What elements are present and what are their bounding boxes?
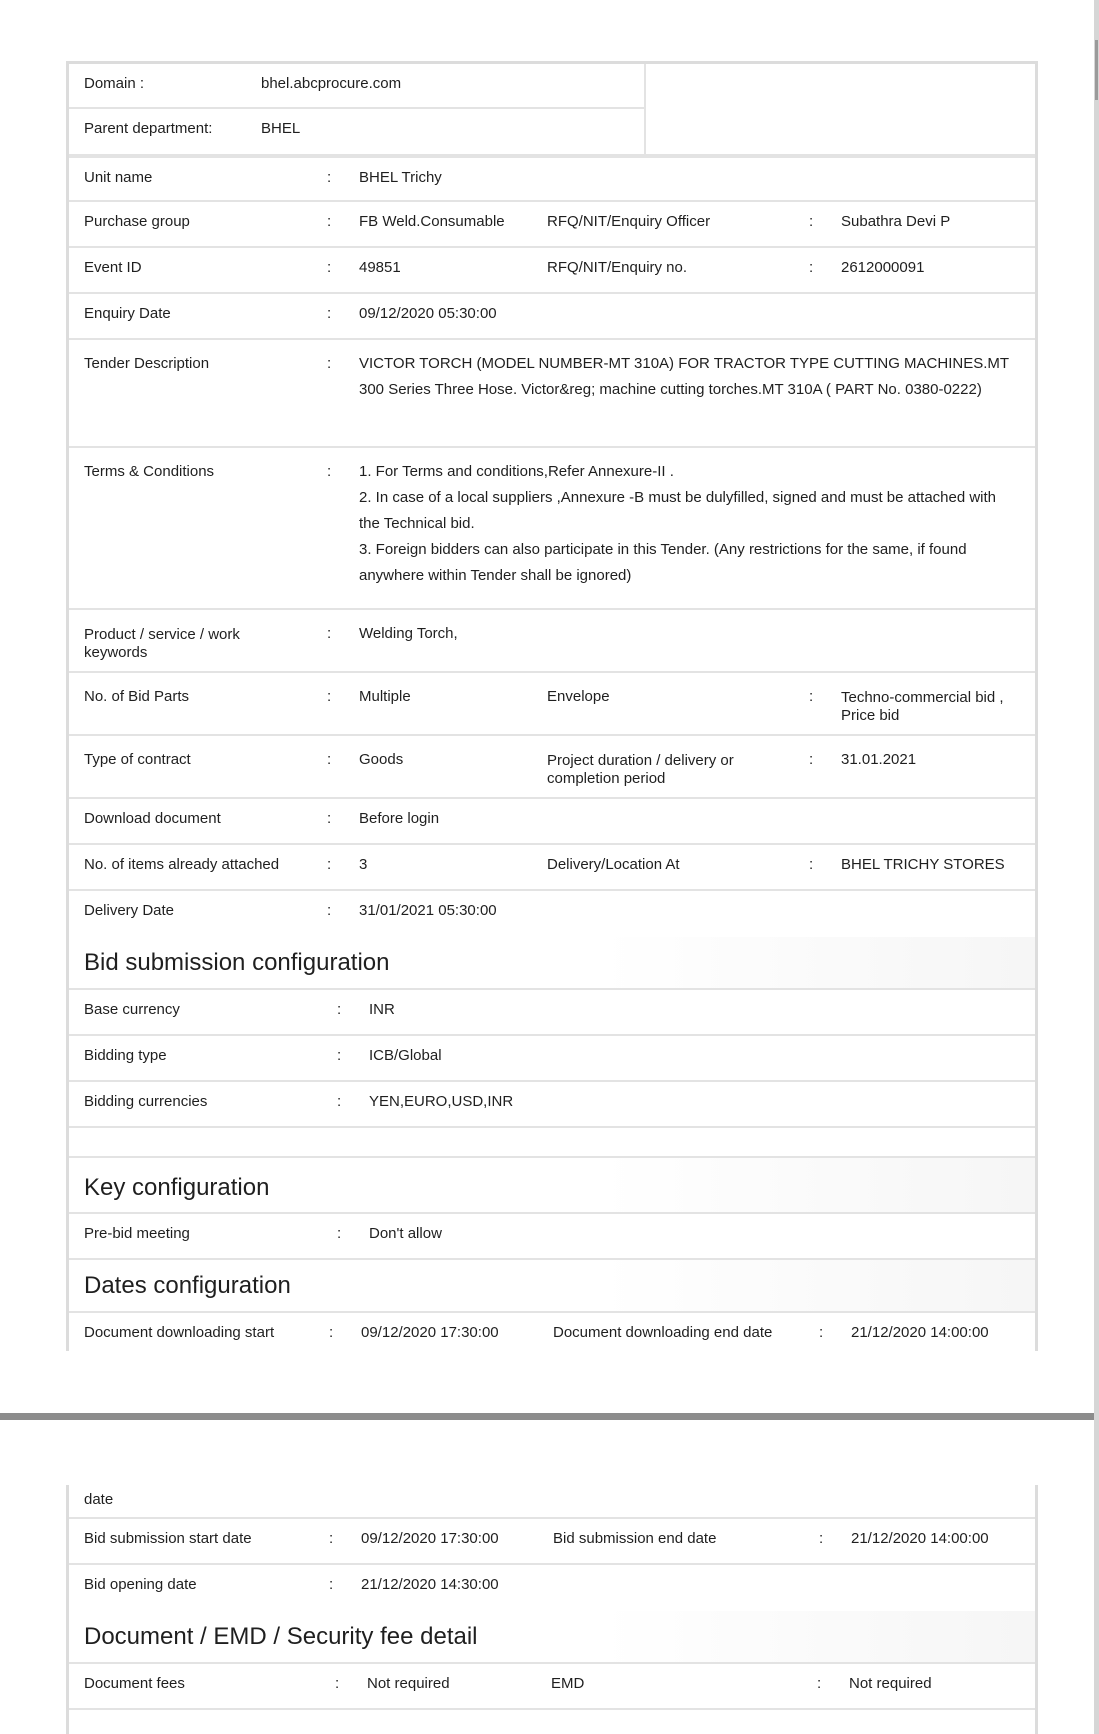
tender-details-sheet <box>66 61 1038 1351</box>
download-document-row <box>69 799 1035 845</box>
tender-details-sheet-continued <box>66 1485 1038 1734</box>
doc-download-end-value: 21/12/2020 14:00:00 <box>851 1324 989 1341</box>
bid-opening-label: Bid opening date <box>84 1576 197 1593</box>
colon: : <box>337 1001 342 1018</box>
colon: : <box>327 213 332 230</box>
colon: : <box>817 1675 822 1692</box>
event-id-label: Event ID <box>84 259 142 276</box>
bid-opening-row <box>69 1565 1035 1611</box>
key-configuration-heading: Key configuration <box>69 1158 1035 1214</box>
contract-type-row <box>69 736 1035 799</box>
delivery-date-value: 31/01/2021 05:30:00 <box>359 902 497 919</box>
contract-type-label: Type of contract <box>84 751 191 768</box>
envelope-value: Techno-commercial bid , Price bid <box>841 689 1004 724</box>
colon: : <box>329 1530 334 1547</box>
contract-type-value: Goods <box>359 751 404 768</box>
colon: : <box>327 688 332 705</box>
base-currency-row <box>69 990 1035 1036</box>
enquiry-officer-label: RFQ/NIT/Enquiry Officer <box>547 213 711 230</box>
project-duration-label: Project duration / delivery or completion period <box>547 752 734 787</box>
colon: : <box>327 259 332 276</box>
colon: : <box>809 856 814 873</box>
tender-description-row <box>69 340 1035 448</box>
bidding-type-value: ICB/Global <box>369 1047 442 1064</box>
download-document-label: Download document <box>84 810 221 827</box>
delivery-date-label: Delivery Date <box>84 902 175 919</box>
bidding-currencies-label: Bidding currencies <box>84 1093 208 1110</box>
doc-download-end-label: Document downloading end date <box>553 1324 773 1341</box>
spacer-row <box>69 1128 1035 1158</box>
colon: : <box>327 751 332 768</box>
terms-value <box>359 448 1035 589</box>
domain-label: Domain : <box>84 75 145 92</box>
emd-label: EMD <box>551 1675 585 1692</box>
doc-download-start-label: Document downloading start <box>84 1324 275 1341</box>
unit-name-label: Unit name <box>84 169 153 186</box>
header-block <box>69 64 1035 156</box>
event-id-row <box>69 248 1035 294</box>
items-attached-label: No. of items already attached <box>84 856 280 873</box>
colon: : <box>327 856 332 873</box>
document-fees-row <box>69 1664 1035 1710</box>
enquiry-no-value: 2612000091 <box>841 259 925 276</box>
bidding-type-label: Bidding type <box>84 1047 167 1064</box>
colon: : <box>335 1675 340 1692</box>
bid-opening-value: 21/12/2020 14:30:00 <box>361 1576 499 1593</box>
terms-label: Terms & Conditions <box>84 463 215 480</box>
bid-submission-heading: Bid submission configuration <box>69 937 1035 990</box>
parent-department-value: BHEL <box>261 120 301 137</box>
enquiry-date-label: Enquiry Date <box>84 305 171 322</box>
base-currency-label: Base currency <box>84 1001 180 1018</box>
unit-name-row <box>69 156 1035 202</box>
parent-department-row <box>69 109 644 156</box>
tender-description-label: Tender Description <box>84 355 210 372</box>
bid-parts-row <box>69 673 1035 736</box>
document-fees-label: Document fees <box>84 1675 185 1692</box>
colon: : <box>327 810 332 827</box>
delivery-location-label: Delivery/Location At <box>547 856 680 873</box>
pre-bid-label: Pre-bid meeting <box>84 1225 190 1242</box>
colon: : <box>809 751 814 768</box>
domain-value: bhel.abcprocure.com <box>261 75 402 92</box>
purchase-group-row <box>69 202 1035 248</box>
scrollbar-thumb[interactable] <box>1095 40 1098 100</box>
bid-submission-dates-row <box>69 1519 1035 1565</box>
project-duration-value: 31.01.2021 <box>841 751 917 768</box>
keywords-label: Product / service / work keywords <box>84 626 240 661</box>
enquiry-date-value: 09/12/2020 05:30:00 <box>359 305 497 322</box>
colon: : <box>809 259 814 276</box>
colon: : <box>819 1324 824 1341</box>
items-attached-value: 3 <box>359 856 368 873</box>
emd-value: Not required <box>849 1675 932 1692</box>
delivery-location-value: BHEL TRICHY STORES <box>841 856 1005 873</box>
terms-line: 2. In case of a local suppliers ,Annexure -B must be dulyfilled, signed and must be attached with the Technical bid. <box>359 489 997 532</box>
bid-submission-end-value: 21/12/2020 14:00:00 <box>851 1530 989 1547</box>
colon: : <box>327 625 332 642</box>
keywords-value: Welding Torch, <box>359 625 458 642</box>
colon: : <box>327 169 332 186</box>
tender-description-value: VICTOR TORCH (MODEL NUMBER-MT 310A) FOR TRACTOR TYPE CUTTING MACHINES.MT 300 Series Three Hose. Victor&reg; machine cutting torches.MT 310A ( PART No. 0380-0222) <box>359 355 1009 398</box>
dates-configuration-heading: Dates configuration <box>69 1260 1035 1313</box>
bid-submission-start-value: 09/12/2020 17:30:00 <box>361 1530 499 1547</box>
colon: : <box>809 213 814 230</box>
parent-department-label: Parent department: <box>84 120 213 137</box>
unit-name-value: BHEL Trichy <box>359 169 442 186</box>
pre-bid-row <box>69 1214 1035 1260</box>
terms-row <box>69 448 1035 610</box>
colon: : <box>329 1576 334 1593</box>
doc-download-row <box>69 1313 1035 1351</box>
enquiry-officer-value: Subathra Devi P <box>841 213 951 230</box>
bid-submission-end-label: Bid submission end date <box>553 1530 717 1547</box>
bidding-currencies-value: YEN,EURO,USD,INR <box>369 1093 514 1110</box>
colon: : <box>327 902 332 919</box>
colon: : <box>809 688 814 705</box>
colon: : <box>327 305 332 322</box>
pre-bid-value: Don't allow <box>369 1225 442 1242</box>
scrollbar-track[interactable] <box>1094 0 1099 1734</box>
bidding-type-row <box>69 1036 1035 1082</box>
download-document-value: Before login <box>359 810 440 827</box>
colon: : <box>327 355 332 372</box>
header-left <box>69 64 646 156</box>
doc-download-start-label-continued: date <box>84 1491 114 1508</box>
purchase-group-value: FB Weld.Consumable <box>359 213 505 230</box>
purchase-group-label: Purchase group <box>84 213 190 230</box>
header-right <box>646 64 1035 156</box>
colon: : <box>327 463 332 480</box>
event-id-value: 49851 <box>359 259 401 276</box>
bidding-currencies-row <box>69 1082 1035 1128</box>
colon: : <box>329 1324 334 1341</box>
enquiry-no-label: RFQ/NIT/Enquiry no. <box>547 259 688 276</box>
doc-download-start-value: 09/12/2020 17:30:00 <box>361 1324 499 1341</box>
domain-row <box>69 64 644 109</box>
enquiry-date-row <box>69 294 1035 340</box>
delivery-date-row <box>69 891 1035 937</box>
envelope-label: Envelope <box>547 688 610 705</box>
items-attached-row <box>69 845 1035 891</box>
doc-download-row-continued <box>69 1485 1035 1519</box>
colon: : <box>819 1530 824 1547</box>
colon: : <box>337 1093 342 1110</box>
terms-line: 1. For Terms and conditions,Refer Annexure-II . <box>359 463 674 480</box>
fees-heading: Document / EMD / Security fee detail <box>69 1611 1035 1664</box>
page-separator <box>0 1413 1094 1420</box>
colon: : <box>337 1225 342 1242</box>
colon: : <box>337 1047 342 1064</box>
bid-submission-start-label: Bid submission start date <box>84 1530 252 1547</box>
terms-line: 3. Foreign bidders can also participate in this Tender. (Any restrictions for the same, if found anywhere within Tender shall be ignored) <box>359 541 967 584</box>
keywords-row <box>69 610 1035 673</box>
bid-parts-value: Multiple <box>359 688 411 705</box>
base-currency-value: INR <box>369 1001 395 1018</box>
document-fees-value: Not required <box>367 1675 450 1692</box>
bid-parts-label: No. of Bid Parts <box>84 688 190 705</box>
